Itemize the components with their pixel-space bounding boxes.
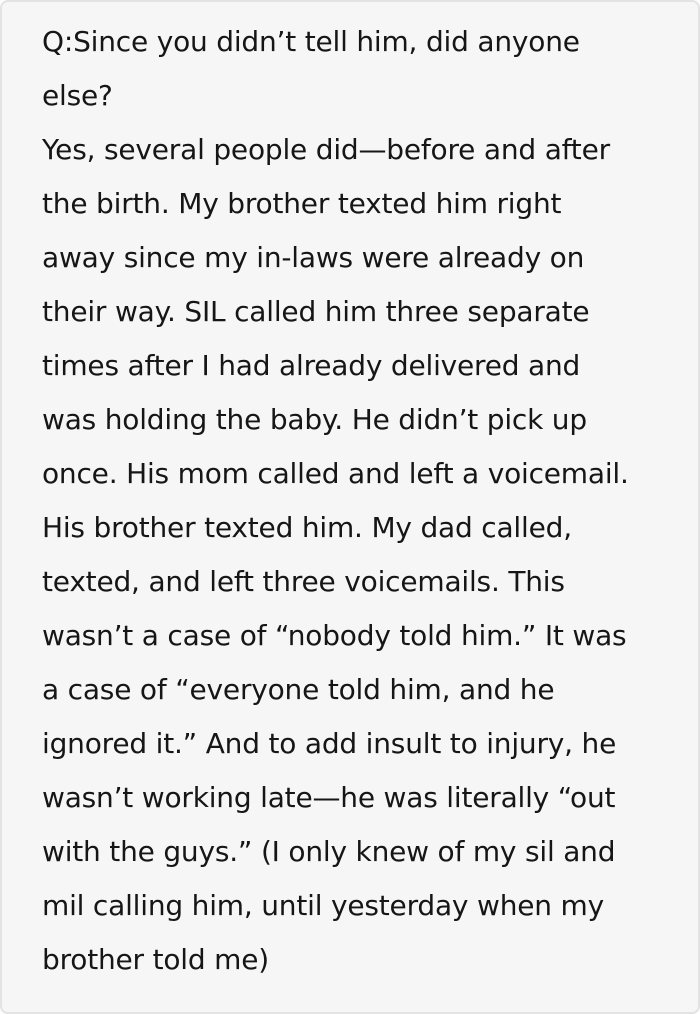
question-block: [42, 15, 692, 123]
answer-block: [42, 123, 692, 987]
text-line: was holding the baby. He didn’t pick up: [42, 403, 587, 436]
text-line: away since my in-laws were already on: [42, 241, 585, 274]
text-line: a case of “everyone told him, and he: [42, 673, 555, 706]
text-line: else?: [42, 79, 113, 112]
text-line: with the guys.” (I only knew of my sil and: [42, 835, 616, 868]
text-line: His brother texted him. My dad called,: [42, 511, 572, 544]
text-line: times after I had already delivered and: [42, 349, 581, 382]
text-line: the birth. My brother texted him right: [42, 187, 562, 220]
text-line: mil calling him, until yesterday when my: [42, 889, 604, 922]
text-line: once. His mom called and left a voicemail.: [42, 457, 629, 490]
text-line: ignored it.” And to add insult to injury, he: [42, 727, 617, 760]
text-line: texted, and left three voicemails. This: [42, 565, 565, 598]
text-line: wasn’t a case of “nobody told him.” It was: [42, 619, 627, 652]
post-text: [2, 2, 698, 987]
text-line: their way. SIL called him three separate: [42, 295, 590, 328]
text-line: Yes, several people did—before and after: [42, 133, 610, 166]
text-line: brother told me): [42, 943, 269, 976]
text-line: wasn’t working late—he was literally “out: [42, 781, 616, 814]
text-line: Q:Since you didn’t tell him, did anyone: [42, 25, 580, 58]
